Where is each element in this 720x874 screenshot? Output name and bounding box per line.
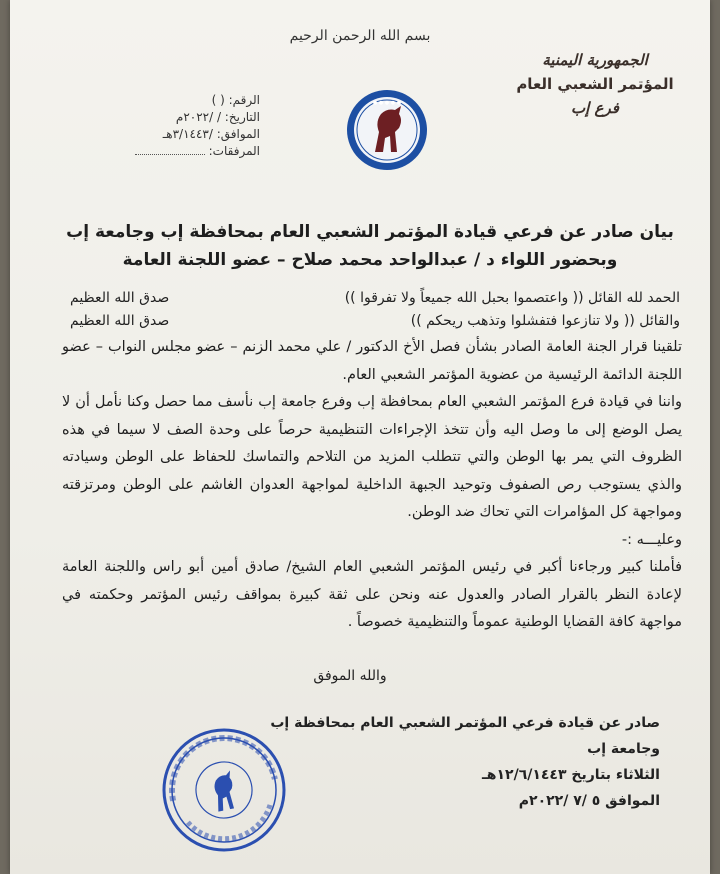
party-logo <box>345 88 429 172</box>
issuer-date-gregorian: الموافق ٥ /٧ /٢٠٢٢م <box>518 793 660 809</box>
quote-ending: صدق الله العظيم <box>70 313 170 329</box>
gregorian-date: التاريخ: / /٢٠٢٢م <box>175 110 260 124</box>
republic-name: الجمهورية اليمنية <box>542 51 648 69</box>
hijri-date: الموافق: /٣/١٤٤٣هـ <box>162 127 260 141</box>
letter-paper <box>10 0 710 874</box>
title-line-2: وبحضور اللواء د / عبدالواحد محمد صلاح – عضو اللجنة العامة <box>122 250 618 270</box>
branch-name: فرع إب <box>571 99 619 117</box>
issuer-date: الثلاثاء بتاريخ ١٢/٦/١٤٤٣هـ <box>481 767 660 783</box>
letter-meta <box>110 92 260 160</box>
basmala: بسم الله الرحمن الرحيم <box>289 28 431 44</box>
svg-text:● ● ● ● ●: ● ● ● ● ● <box>372 100 402 106</box>
paragraph: فأملنا كبير ورجاءنا أكبر في رئيس المؤتمر الشعبي العام الشيخ/ صادق أمين أبو راس واللجنة العامة لإعادة النظر بالقرار الصادر والعدول عنه ونحن على ثقة كبيرة بمواقف رئيس المؤتمر وحكمته في مواجهة كافة القضايا الوطنية عموماً والتنظيمية خصوصاً . <box>62 559 682 630</box>
title-line-1: بيان صادر عن فرعي قيادة المؤتمر الشعبي العام بمحافظة إب وجامعة إب <box>66 222 674 242</box>
paragraph: وعليـــه :- <box>621 531 682 548</box>
paragraph: واننا في قيادة فرع المؤتمر الشعبي العام بمحافظة إب وفرع جامعة إب نأسف مما حصل وكنا نأمل أن لا يصل الوضع إلى ما وصل اليه وأن تتخذ الإجراءات التنظيمية حرصاً على وحدة الصف لا سيما في هذه الظروف التي يمر بها الوطن والتي تتطلب المزيد من التلاحم والتماسك للحفاظ على الوطن وسيادته والذي يستوجب رص الصفوف وتوحيد الجبهة الداخلية لمواجهة العدوان الغاشم على الوطن ومرتزقته ومواجهة كل المؤامرات التي تحاك ضد الوطن. <box>62 394 682 520</box>
statement-title <box>40 218 700 274</box>
issuer-line: صادر عن قيادة فرعي المؤتمر الشعبي العام بمحافظة إب وجامعة إب <box>270 715 660 757</box>
paragraph: تلقينا قرار الجنة العامة الصادر بشأن فصل الأخ الدكتور / علي محمد الزنم – عضو مجلس النواب – عضو اللجنة الدائمة الرئيسية من عضوية المؤتمر الشعبي العام. <box>62 339 682 383</box>
official-stamp <box>158 724 290 856</box>
quote-ending: صدق الله العظيم <box>70 290 170 306</box>
attachments: المرفقات: <box>110 143 260 160</box>
letterhead <box>510 48 680 120</box>
party-name: المؤتمر الشعبي العام <box>516 75 674 93</box>
reference-number: الرقم: ( ) <box>211 93 260 107</box>
quote-text: والقائل (( ولا تنازعوا فتفشلوا وتذهب ريحكم )) <box>410 313 680 329</box>
closing-phrase: والله الموفق <box>313 668 387 684</box>
horse-icon <box>210 770 237 811</box>
quote-text: الحمد لله القائل (( واعتصموا بحبل الله جميعاً ولا تفرقوا )) <box>344 290 680 306</box>
statement-body <box>62 334 682 637</box>
issuer-block <box>240 710 660 814</box>
quote-row <box>70 290 680 314</box>
